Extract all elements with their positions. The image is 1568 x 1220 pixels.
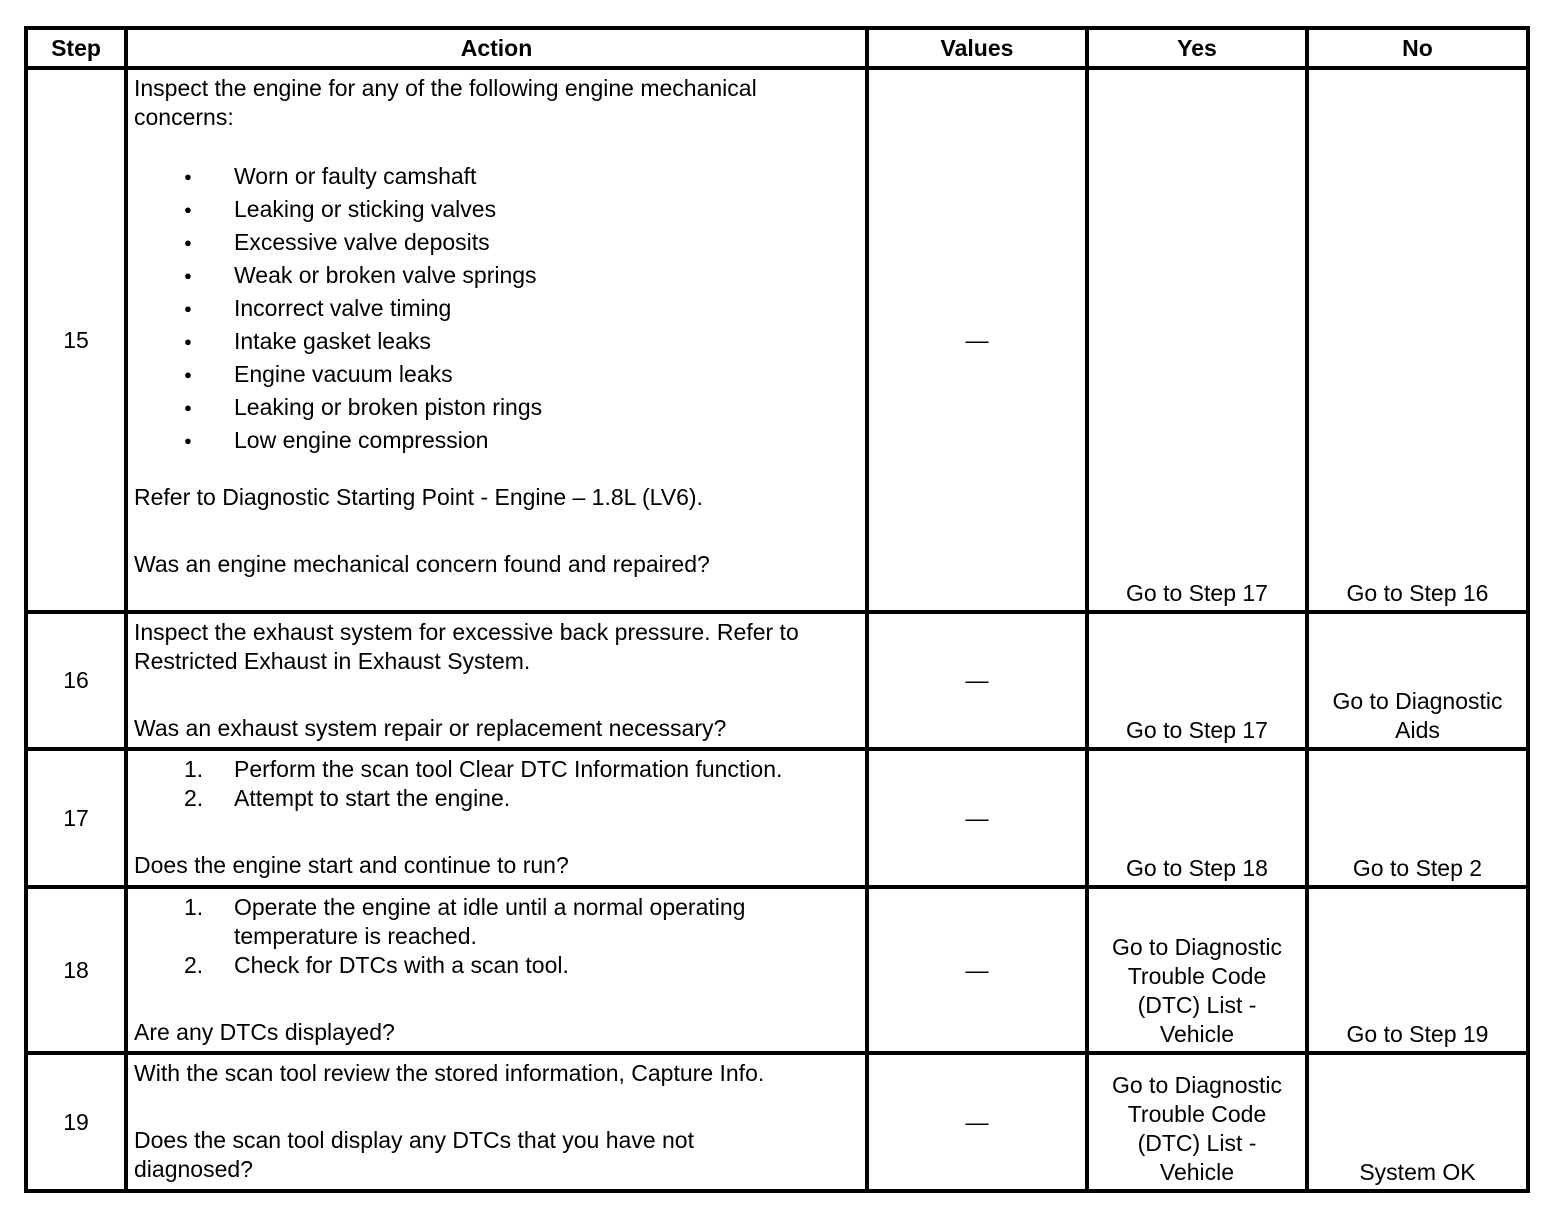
step-number: 15 xyxy=(26,68,126,612)
yes-text: Go to Diagnostic Trouble Code (DTC) List - Vehicle xyxy=(1111,1072,1283,1185)
action-cell xyxy=(126,1053,867,1191)
header-row xyxy=(26,28,1528,68)
procedure-list xyxy=(134,893,859,980)
header-action: Action xyxy=(126,28,867,68)
list-item: ● Excessive valve deposits xyxy=(134,226,859,259)
procedure-list xyxy=(134,755,859,813)
header-step: Step xyxy=(26,28,126,68)
action-question: Was an engine mechanical concern found and repaired? xyxy=(134,551,710,577)
yes-text: Go to Diagnostic Trouble Code (DTC) List - Vehicle xyxy=(1111,934,1283,1047)
action-cell xyxy=(126,612,867,749)
list-text: Perform the scan tool Clear DTC Information function. xyxy=(234,756,783,782)
list-number: 2. xyxy=(184,785,204,811)
action-refer: Refer to Diagnostic Starting Point - Engine – 1.8L (LV6). xyxy=(134,484,703,510)
action-intro: With the scan tool review the stored information, Capture Info. xyxy=(134,1060,765,1086)
no-text: Go to Diagnostic Aids xyxy=(1332,688,1503,743)
list-item: ● Weak or broken valve springs xyxy=(134,259,859,292)
list-text: Attempt to start the engine. xyxy=(234,785,511,811)
action-intro: Inspect the engine for any of the following engine mechanical concerns: xyxy=(134,75,757,130)
values-cell: — xyxy=(867,68,1087,612)
values-cell: — xyxy=(867,887,1087,1053)
action-question: Are any DTCs displayed? xyxy=(134,1019,395,1045)
yes-cell xyxy=(1087,1053,1307,1191)
list-item xyxy=(134,951,859,980)
list-item: ● Intake gasket leaks xyxy=(134,325,859,358)
list-text: Operate the engine at idle until a normal operating temperature is reached. xyxy=(234,894,746,949)
step-number: 16 xyxy=(26,612,126,749)
list-item: ● Low engine compression xyxy=(134,424,859,457)
concern-list xyxy=(134,160,859,457)
list-item: ● Leaking or sticking valves xyxy=(134,193,859,226)
list-item xyxy=(134,755,859,784)
no-cell: System OK xyxy=(1307,1053,1528,1191)
no-cell: Go to Step 2 xyxy=(1307,749,1528,887)
table-row xyxy=(26,68,1528,612)
table-row xyxy=(26,887,1528,1053)
step-number: 19 xyxy=(26,1053,126,1191)
list-number: 2. xyxy=(184,952,204,978)
action-cell xyxy=(126,68,867,612)
list-item xyxy=(134,784,859,813)
list-item xyxy=(134,893,859,951)
header-values: Values xyxy=(867,28,1087,68)
no-cell: Go to Step 16 xyxy=(1307,68,1528,612)
action-cell xyxy=(126,749,867,887)
action-cell xyxy=(126,887,867,1053)
list-item: ● Leaking or broken piston rings xyxy=(134,391,859,424)
table-row xyxy=(26,612,1528,749)
list-number: 1. xyxy=(184,756,204,782)
yes-cell: Go to Step 18 xyxy=(1087,749,1307,887)
yes-cell xyxy=(1087,887,1307,1053)
table-row xyxy=(26,749,1528,887)
values-cell: — xyxy=(867,749,1087,887)
yes-cell: Go to Step 17 xyxy=(1087,68,1307,612)
list-number: 1. xyxy=(184,894,204,920)
action-question: Was an exhaust system repair or replacement necessary? xyxy=(134,715,727,741)
list-item: ● Incorrect valve timing xyxy=(134,292,859,325)
header-yes: Yes xyxy=(1087,28,1307,68)
values-cell: — xyxy=(867,612,1087,749)
list-text: Check for DTCs with a scan tool. xyxy=(234,952,569,978)
step-number: 17 xyxy=(26,749,126,887)
action-question: Does the scan tool display any DTCs that you have not diagnosed? xyxy=(134,1127,694,1182)
list-item: ● Worn or faulty camshaft xyxy=(134,160,859,193)
values-cell: — xyxy=(867,1053,1087,1191)
action-intro: Inspect the exhaust system for excessive back pressure. Refer to Restricted Exhaust in Exhaust System. xyxy=(134,619,799,674)
yes-cell: Go to Step 17 xyxy=(1087,612,1307,749)
step-number: 18 xyxy=(26,887,126,1053)
no-cell: Go to Step 19 xyxy=(1307,887,1528,1053)
table-row xyxy=(26,1053,1528,1191)
no-cell xyxy=(1307,612,1528,749)
action-question: Does the engine start and continue to run? xyxy=(134,852,569,878)
list-item: ● Engine vacuum leaks xyxy=(134,358,859,391)
diagnostic-table xyxy=(24,26,1530,1193)
header-no: No xyxy=(1307,28,1528,68)
